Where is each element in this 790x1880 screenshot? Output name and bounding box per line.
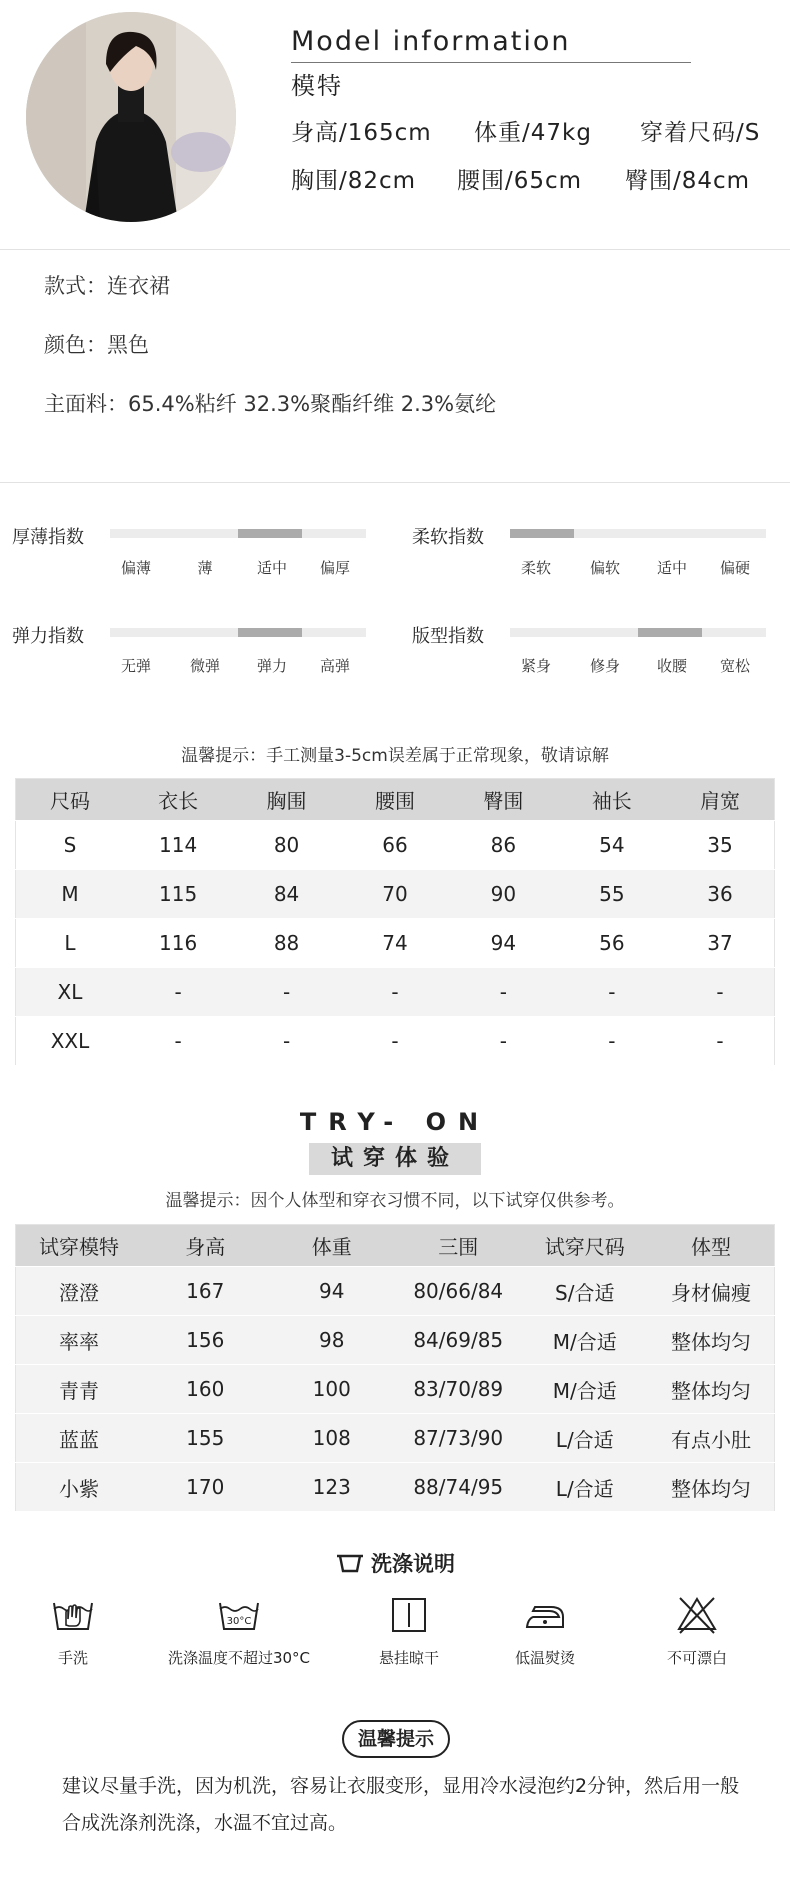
table-cell: 整体均匀: [648, 1365, 775, 1414]
table-cell: -: [232, 968, 340, 1017]
table-cell: 小紫: [16, 1463, 143, 1512]
index-label: 版型指数: [412, 626, 484, 647]
index-bar: [110, 628, 366, 637]
column-header: 体型: [648, 1225, 775, 1267]
index-option: 偏厚: [319, 559, 351, 577]
column-header: 体重: [269, 1225, 396, 1267]
column-header: 尺码: [16, 779, 124, 821]
table-cell: 114: [124, 821, 232, 870]
tryon-row: [16, 1267, 775, 1316]
table-cell: -: [666, 968, 774, 1017]
index-option: 偏硬: [719, 559, 751, 577]
size-table-header: [16, 779, 775, 821]
model-bust: 胸围/82cm: [291, 168, 417, 194]
table-cell: 94: [269, 1267, 396, 1316]
table-cell: 86: [449, 821, 557, 870]
table-cell: 108: [269, 1414, 396, 1463]
tryon-table: [15, 1224, 775, 1512]
table-cell: -: [449, 968, 557, 1017]
index-bar-selected: [638, 628, 702, 637]
column-header: 肩宽: [666, 779, 774, 821]
column-header: 袖长: [558, 779, 666, 821]
column-header: 胸围: [232, 779, 340, 821]
notice-title: 温馨提示: [342, 1720, 450, 1758]
index-bar-selected: [510, 529, 574, 538]
table-cell: 80: [232, 821, 340, 870]
no-bleach-icon: [675, 1595, 719, 1635]
table-cell: 80/66/84: [395, 1267, 522, 1316]
table-cell: 37: [666, 919, 774, 968]
table-cell: 155: [142, 1414, 269, 1463]
table-cell: 123: [269, 1463, 396, 1512]
table-cell: 66: [341, 821, 449, 870]
table-cell: 83/70/89: [395, 1365, 522, 1414]
tryon-title-en: TRY- ON: [299, 1108, 491, 1136]
notice-text: 建议尽量手洗，因为机洗，容易让衣服变形，显用冷水浸泡约2分钟，然后用一般合成洗涤剂洗涤，水温不宜过高。: [62, 1775, 740, 1834]
table-cell: 青青: [16, 1365, 143, 1414]
table-cell: 54: [558, 821, 666, 870]
table-cell: -: [558, 1017, 666, 1066]
size-tip: 温馨提示：手工测量3-5cm误差属于正常现象，敬请谅解: [181, 746, 609, 766]
index-option: 微弹: [189, 657, 221, 675]
index-option: 高弹: [319, 657, 351, 675]
column-header: 腰围: [341, 779, 449, 821]
tryon-tip: 温馨提示：因个人体型和穿衣习惯不同，以下试穿仅供参考。: [165, 1191, 625, 1211]
title-divider: [291, 62, 691, 63]
table-cell: 88/74/95: [395, 1463, 522, 1512]
column-header: 臀围: [449, 779, 557, 821]
column-header: 身高: [142, 1225, 269, 1267]
wash-label-iron: 低温熨烫: [514, 1649, 575, 1667]
index-label: 厚薄指数: [12, 527, 84, 548]
table-cell: S: [16, 821, 124, 870]
table-cell: 有点小肚: [648, 1414, 775, 1463]
index-option: 适中: [656, 559, 688, 577]
table-cell: -: [341, 968, 449, 1017]
table-cell: L/合适: [522, 1414, 649, 1463]
hang-dry-icon: [387, 1595, 431, 1635]
index-bar-selected: [238, 529, 302, 538]
table-cell: 84/69/85: [395, 1316, 522, 1365]
tryon-title-zh: 试穿体验: [309, 1143, 481, 1175]
low-iron-icon: [523, 1595, 567, 1635]
index-option: 宽松: [719, 657, 751, 675]
model-height: 身高/165cm: [291, 120, 432, 146]
model-title-zh: 模特: [291, 72, 343, 100]
model-size: 穿着尺码/S: [640, 120, 761, 146]
column-header: 三围: [395, 1225, 522, 1267]
wash-basin-icon: [335, 1552, 365, 1574]
index-bar: [510, 529, 766, 538]
index-option: 收腰: [656, 657, 688, 675]
table-cell: 170: [142, 1463, 269, 1512]
tryon-row: [16, 1316, 775, 1365]
index-label: 柔软指数: [412, 527, 484, 548]
wash-label-hang: 悬挂晾干: [378, 1649, 439, 1667]
table-cell: 澄澄: [16, 1267, 143, 1316]
table-cell: 74: [341, 919, 449, 968]
table-cell: 115: [124, 870, 232, 919]
product-fabric: 主面料：65.4%粘纤 32.3%聚酯纤维 2.3%氨纶: [44, 392, 497, 416]
column-header: 试穿模特: [16, 1225, 143, 1267]
table-cell: L: [16, 919, 124, 968]
table-cell: 100: [269, 1365, 396, 1414]
size-row: [16, 1017, 775, 1066]
section-divider: [0, 482, 790, 483]
table-cell: -: [124, 1017, 232, 1066]
index-bar: [510, 628, 766, 637]
table-cell: 98: [269, 1316, 396, 1365]
table-cell: -: [666, 1017, 774, 1066]
tryon-row: [16, 1365, 775, 1414]
table-cell: M/合适: [522, 1316, 649, 1365]
hand-wash-icon: [51, 1595, 95, 1635]
table-cell: 87/73/90: [395, 1414, 522, 1463]
table-cell: 56: [558, 919, 666, 968]
size-row: [16, 821, 775, 870]
table-cell: -: [341, 1017, 449, 1066]
model-weight: 体重/47kg: [474, 120, 592, 146]
table-cell: M: [16, 870, 124, 919]
washing-title: [0, 1548, 790, 1578]
table-cell: -: [232, 1017, 340, 1066]
table-cell: 160: [142, 1365, 269, 1414]
table-cell: 整体均匀: [648, 1316, 775, 1365]
table-cell: -: [124, 968, 232, 1017]
wash-label-bleach: 不可漂白: [666, 1649, 727, 1667]
table-cell: L/合适: [522, 1463, 649, 1512]
index-bar-selected: [238, 628, 302, 637]
table-cell: S/合适: [522, 1267, 649, 1316]
model-waist: 腰围/65cm: [457, 168, 583, 194]
wash-30c-icon: [217, 1595, 261, 1635]
size-table: [15, 778, 775, 1066]
washing-title-text: 洗涤说明: [371, 1552, 455, 1576]
index-option: 修身: [589, 657, 621, 675]
column-header: 衣长: [124, 779, 232, 821]
model-hip: 臀围/84cm: [625, 168, 751, 194]
table-cell: 156: [142, 1316, 269, 1365]
column-header: 试穿尺码: [522, 1225, 649, 1267]
index-option: 无弹: [120, 657, 152, 675]
index-bar: [110, 529, 366, 538]
wash-item-bleach: [617, 1595, 777, 1668]
table-cell: 90: [449, 870, 557, 919]
wash-item-iron: [465, 1595, 625, 1668]
table-cell: 84: [232, 870, 340, 919]
size-row: [16, 919, 775, 968]
tryon-table-header: [16, 1225, 775, 1267]
table-cell: 55: [558, 870, 666, 919]
table-cell: M/合适: [522, 1365, 649, 1414]
wash-label-hand: 手洗: [57, 1649, 88, 1667]
table-cell: 88: [232, 919, 340, 968]
table-cell: 70: [341, 870, 449, 919]
size-row: [16, 968, 775, 1017]
index-label: 弹力指数: [12, 626, 84, 647]
table-cell: 身材偏瘦: [648, 1267, 775, 1316]
index-option: 弹力: [256, 657, 288, 675]
table-cell: 整体均匀: [648, 1463, 775, 1512]
wash-item-hand: [0, 1595, 153, 1668]
index-option: 偏软: [589, 559, 621, 577]
index-option: 偏薄: [120, 559, 152, 577]
table-cell: -: [449, 1017, 557, 1066]
size-row: [16, 870, 775, 919]
product-color: 颜色：黑色: [44, 333, 149, 357]
table-cell: -: [558, 968, 666, 1017]
table-cell: 蓝蓝: [16, 1414, 143, 1463]
model-photo: [26, 12, 236, 222]
wash-label-30c: 洗涤温度不超过30°C: [167, 1649, 311, 1667]
section-divider: [0, 249, 790, 250]
table-cell: 94: [449, 919, 557, 968]
table-cell: XXL: [16, 1017, 124, 1066]
model-info-section: [0, 0, 790, 250]
wash-temp-badge: 30°C: [226, 1616, 252, 1627]
index-option: 紧身: [520, 657, 552, 675]
table-cell: 116: [124, 919, 232, 968]
table-cell: 167: [142, 1267, 269, 1316]
index-option: 柔软: [520, 559, 552, 577]
tryon-row: [16, 1463, 775, 1512]
table-cell: 率率: [16, 1316, 143, 1365]
index-option: 适中: [256, 559, 288, 577]
tryon-row: [16, 1414, 775, 1463]
product-style: 款式：连衣裙: [44, 274, 170, 298]
table-cell: 35: [666, 821, 774, 870]
wash-item-30c: [159, 1595, 319, 1668]
model-title-en: Model information: [291, 26, 571, 57]
table-cell: 36: [666, 870, 774, 919]
index-option: 薄: [197, 559, 213, 577]
table-cell: XL: [16, 968, 124, 1017]
